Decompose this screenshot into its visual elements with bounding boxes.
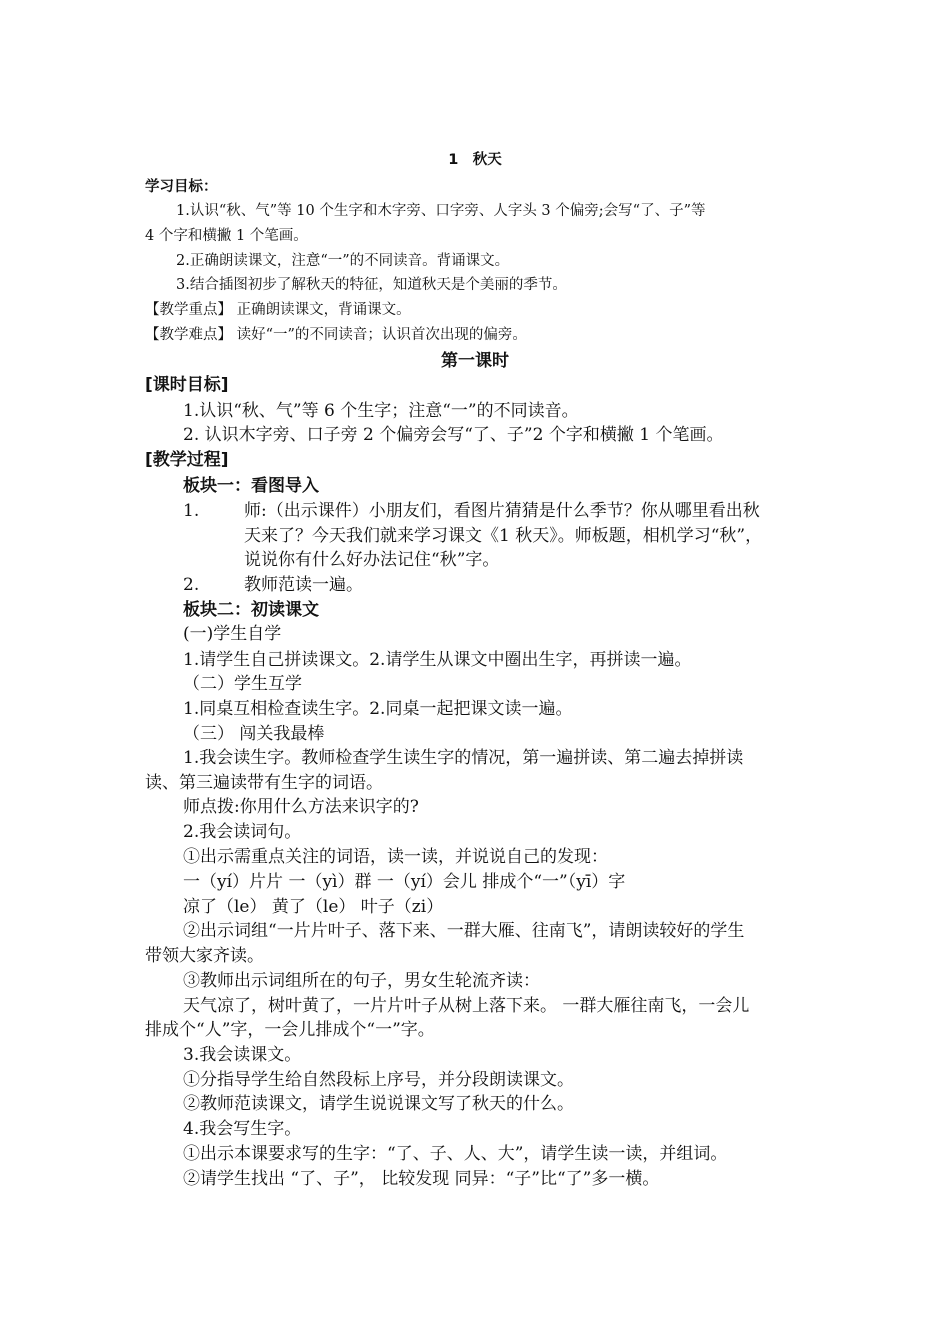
block1-heading: 板块一：看图导入 [183, 476, 319, 496]
body-line: 读、第三遍读带有生字的词语。 [145, 773, 383, 793]
lesson-goals-heading: [课时目标] [145, 375, 229, 395]
lesson-goal-line: 2. 认识木字旁、口子旁 2 个偏旁会写“了、子”2 个字和横撇 1 个笔画。 [183, 425, 724, 445]
body-line: 师点拨:你用什么方法来识字的? [183, 797, 419, 817]
goal-line: 2.正确朗读课文，注意“一”的不同读音。背诵课文。 [176, 253, 510, 269]
difficulty: 【教学难点】 读好“一”的不同读音；认识首次出现的偏旁。 [145, 327, 527, 343]
body-line: 凉了（le） 黄了（le） 叶子（zi） [183, 897, 444, 917]
body-line: 2.我会读词句。 [183, 822, 302, 842]
list-item-line: 说说你有什么好办法记住“秋”字。 [244, 550, 500, 570]
body-line: 一（yí）片片 一（yì）群 一（yí）会儿 排成个“一”（yī）字 [183, 872, 626, 892]
body-line: 排成个“人”字，一会儿排成个“一”字。 [145, 1020, 435, 1040]
body-line: 1.请学生自己拼读课文。2.请学生从课文中圈出生字，再拼读一遍。 [183, 650, 692, 670]
list-item-line: 师:（出示课件）小朋友们，看图片猜猜是什么季节？你从哪里看出秋 [244, 501, 760, 521]
lesson-goal-line: 1.认识“秋、气”等 6 个生字；注意“一”的不同读音。 [183, 401, 579, 421]
list-item-number: 2. [183, 575, 200, 595]
goal-line: 1.认识“秋、气”等 10 个生字和木字旁、口字旁、人字头 3 个偏旁;会写“了、子”等 [176, 203, 706, 219]
body-line: ②请学生找出 “了、子”， 比较发现 同异：“子”比“了”多一横。 [183, 1169, 660, 1189]
goal-line: 4 个字和横撇 1 个笔画。 [145, 228, 308, 244]
body-line: (一)学生自学 [183, 624, 282, 644]
block2-heading: 板块二：初读课文 [183, 600, 319, 620]
list-item-number: 1. [183, 501, 200, 521]
body-line: ①出示需重点关注的词语，读一读，并说说自己的发现： [183, 847, 608, 867]
body-line: ②教师范读课文，请学生说说课文写了秋天的什么。 [183, 1094, 574, 1114]
goals-heading: 学习目标： [145, 179, 218, 195]
goal-line: 3.结合插图初步了解秋天的特征，知道秋天是个美丽的季节。 [176, 277, 567, 293]
key-point: 【教学重点】 正确朗读课文，背诵课文。 [145, 302, 411, 318]
process-heading: [教学过程] [145, 450, 229, 470]
body-line: ③教师出示词组所在的句子，男女生轮流齐读： [183, 971, 540, 991]
body-line: 3.我会读课文。 [183, 1045, 302, 1065]
body-line: 带领大家齐读。 [145, 946, 264, 966]
body-line: ②出示词组“一片片叶子、落下来、一群大雁、往南飞”，请朗读较好的学生 [183, 921, 745, 941]
lesson-title: 第一课时 [441, 351, 509, 371]
body-line: 4.我会写生字。 [183, 1119, 302, 1139]
body-line: ①出示本课要求写的生字：“了、子、人、大”，请学生读一读，并组词。 [183, 1144, 728, 1164]
page-title: 1 秋天 [448, 152, 502, 168]
list-item-line: 教师范读一遍。 [244, 575, 363, 595]
body-line: ①分指导学生给自然段标上序号，并分段朗读课文。 [183, 1070, 574, 1090]
body-line: （三） 闯关我最棒 [183, 724, 325, 744]
body-line: 1.同桌互相检查读生字。2.同桌一起把课文读一遍。 [183, 699, 573, 719]
body-line: 1.我会读生字。教师检查学生读生字的情况，第一遍拼读、第二遍去掉拼读 [183, 748, 744, 768]
body-line: （二）学生互学 [183, 674, 302, 694]
body-line: 天气凉了，树叶黄了，一片片叶子从树上落下来。 一群大雁往南飞，一会儿 [183, 996, 750, 1016]
list-item-line: 天来了？今天我们就来学习课文《1 秋天》。师板题，相机学习“秋”， [244, 526, 763, 546]
